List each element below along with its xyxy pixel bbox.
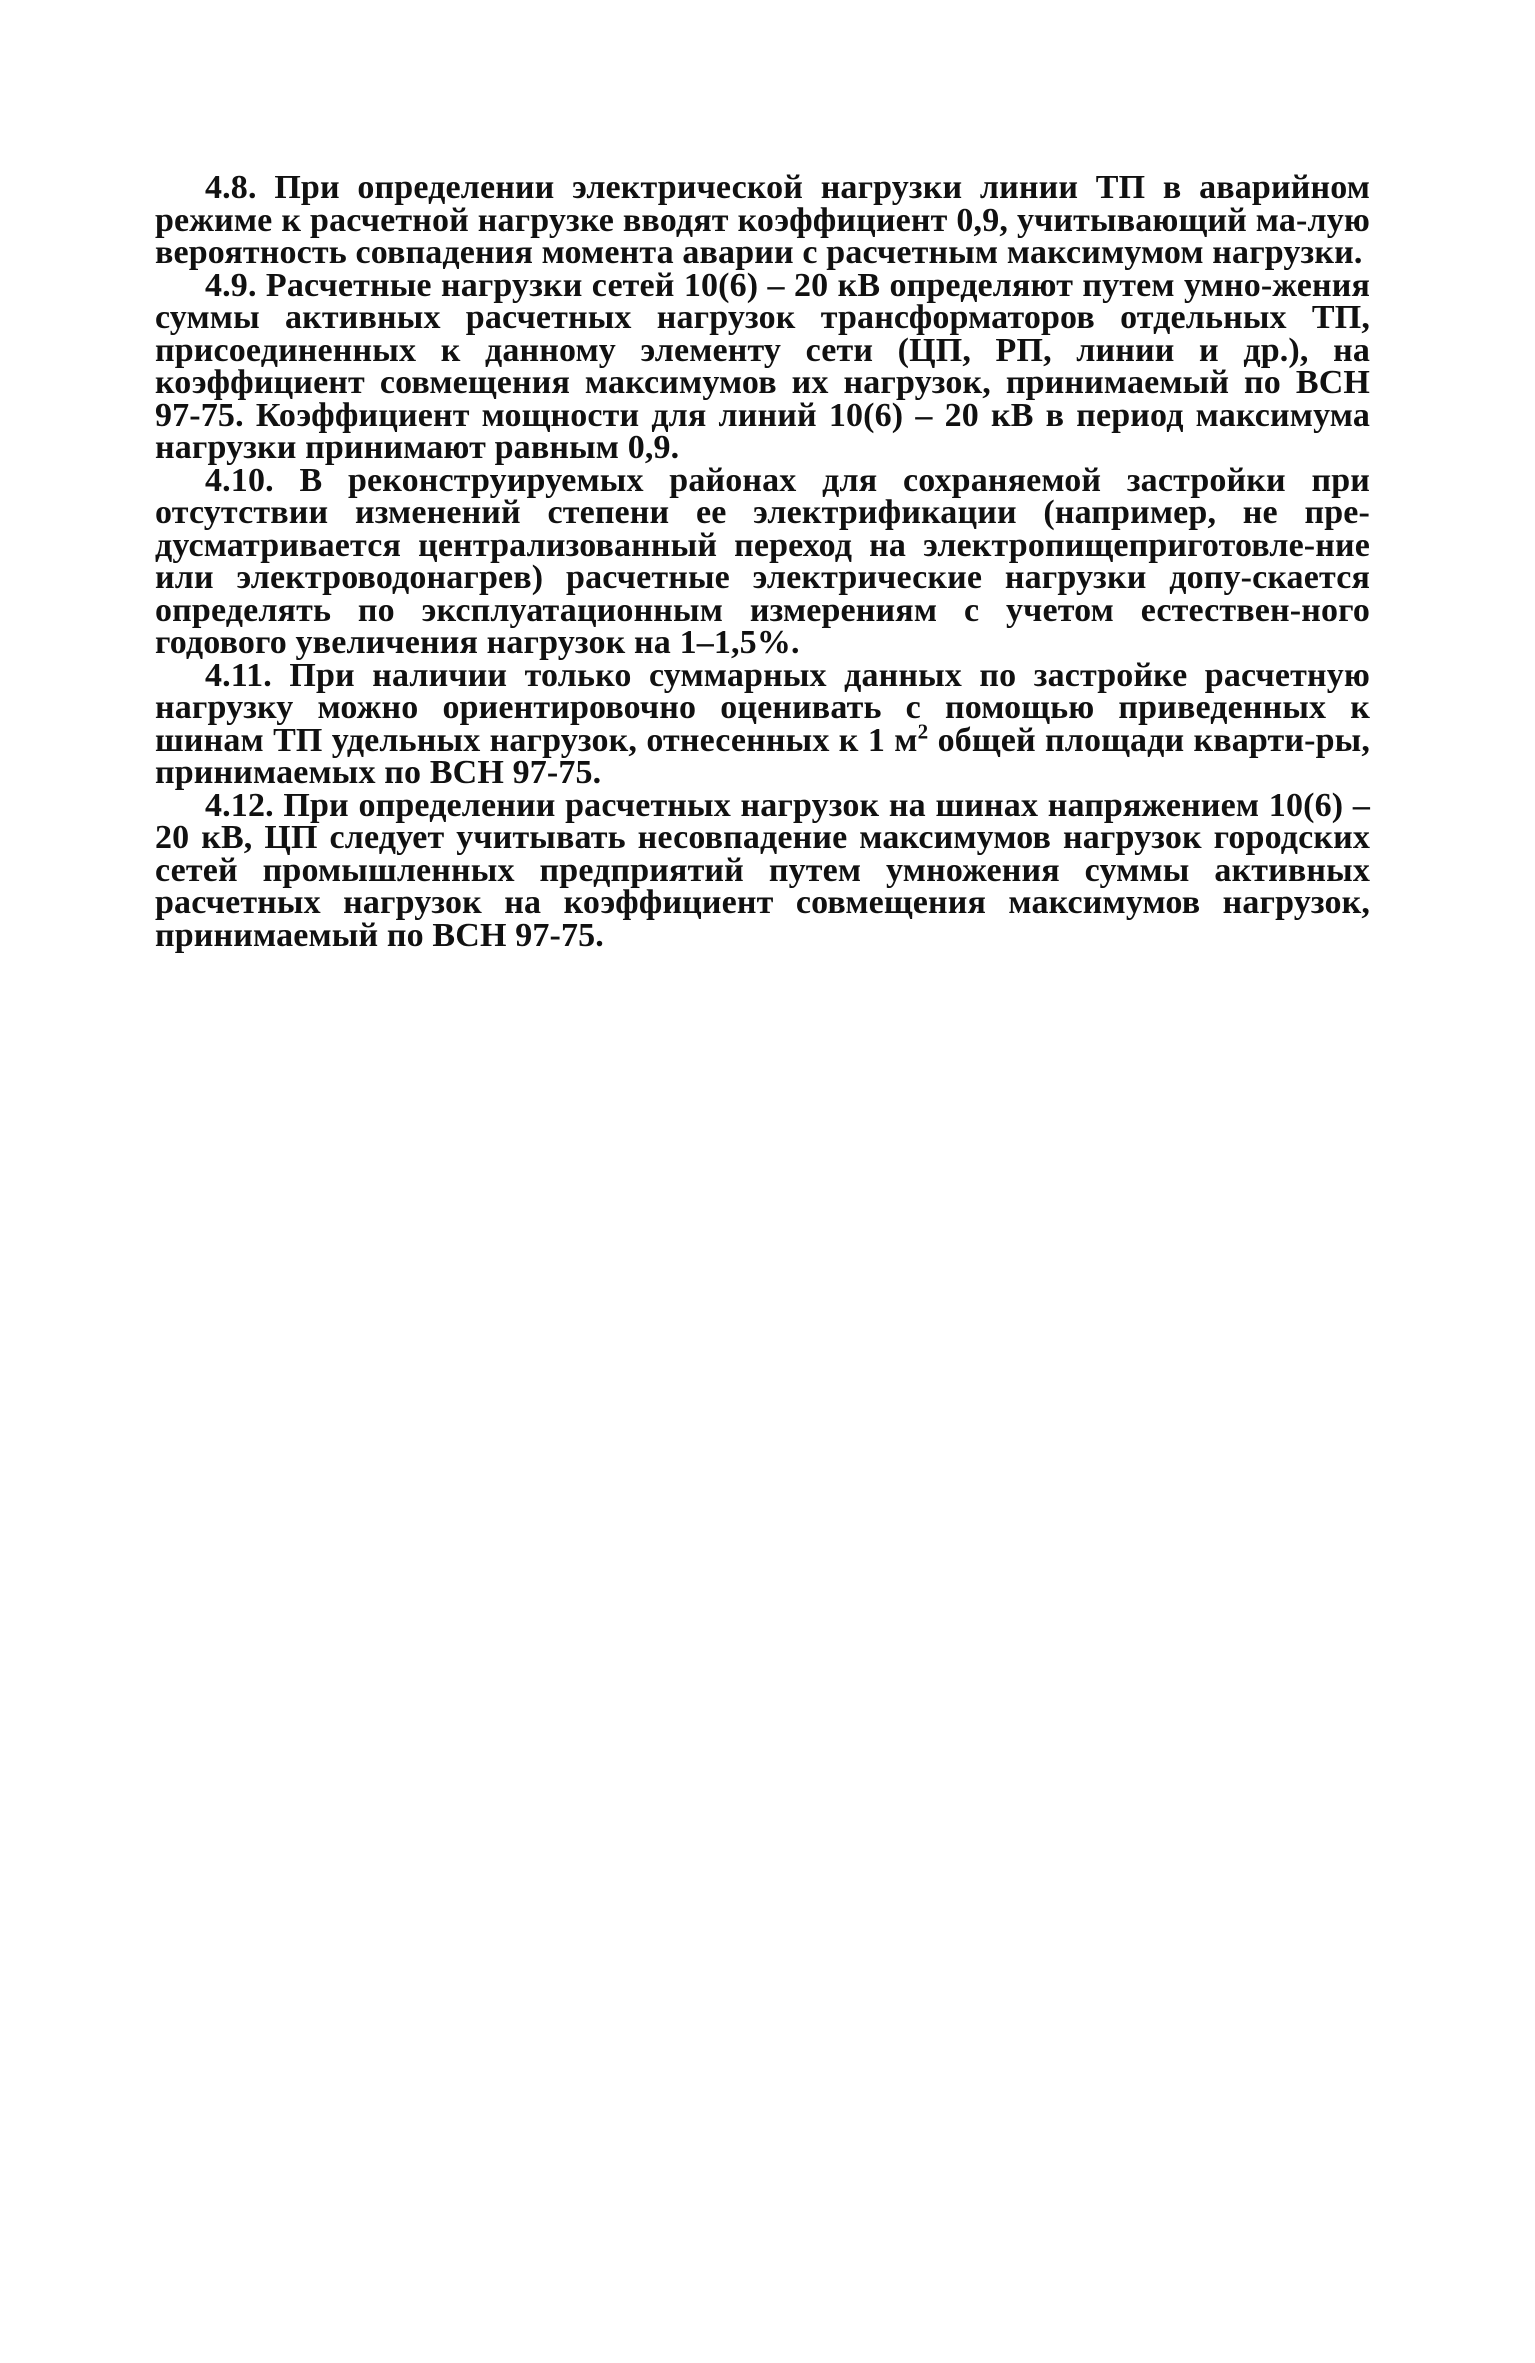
paragraph-4-8 [155, 169, 1371, 271]
paragraph-number: 4.12. [205, 786, 274, 824]
document-text [155, 169, 1371, 954]
paragraph-text: При наличии только суммарных данных по застройке расчетную нагрузку можно ориентировочно оценивать с помощью приведенных к шинам ТП удельных нагрузок, отнесенных к 1 м [155, 656, 1370, 759]
paragraph-4-10 [155, 461, 1371, 661]
paragraph-text: При определении расчетных нагрузок на шинах напряжением 10(6) – 20 кВ, ЦП следует учитывать несовпадение максимумов нагрузок городских сетей промышленных предприятий путем умножения суммы активных расчетных нагрузок на коэффициент совмещения максимумов нагрузок, принимаемый по ВСН 97-75. [155, 786, 1370, 954]
paragraph-text: При определении электрической нагрузки линии ТП в аварийном режиме к расчетной нагрузке вводят коэффициент 0,9, учитывающий ма-лую вероятность совпадения момента аварии с расчетным максимумом нагрузки. [155, 169, 1371, 271]
paragraph-number: 4.10. [205, 461, 274, 499]
paragraph-4-12 [155, 786, 1370, 954]
paragraph-text: В реконструируемых районах для сохраняемой застройки при отсутствии изменений степени ее электрификации (например, не пре-дусматривается централизованный переход на электропищеприготовле-ние или электроводонагрев) расчетные электрические нагрузки допу-скается определять по эксплуатационным измерениям с учетом естествен-ного годового увеличения нагрузок на 1–1,5%. [155, 461, 1371, 661]
paragraph-number: 4.11. [205, 656, 272, 694]
paragraph-number: 4.8. [205, 169, 257, 206]
paragraph-number: 4.9. [205, 266, 257, 304]
paragraph-4-9 [155, 266, 1370, 466]
superscript: 2 [917, 719, 929, 744]
paragraph-text: Расчетные нагрузки сетей 10(6) – 20 кВ определяют путем умно-жения суммы активных расчетных нагрузок трансформаторов отдельных ТП, присоединенных к данному элементу сети (ЦП, РП, линии и др.), на коэффициент совмещения максимумов их нагрузок, принимаемый по ВСН 97-75. Коэффициент мощности для линий 10(6) – 20 кВ в период максимума нагрузки принимают равным 0,9. [155, 266, 1370, 466]
paragraph-4-11 [155, 656, 1370, 791]
paragraph-text-continued: общей площади кварти-ры, принимаемых по ВСН 97-75. [155, 721, 1370, 791]
